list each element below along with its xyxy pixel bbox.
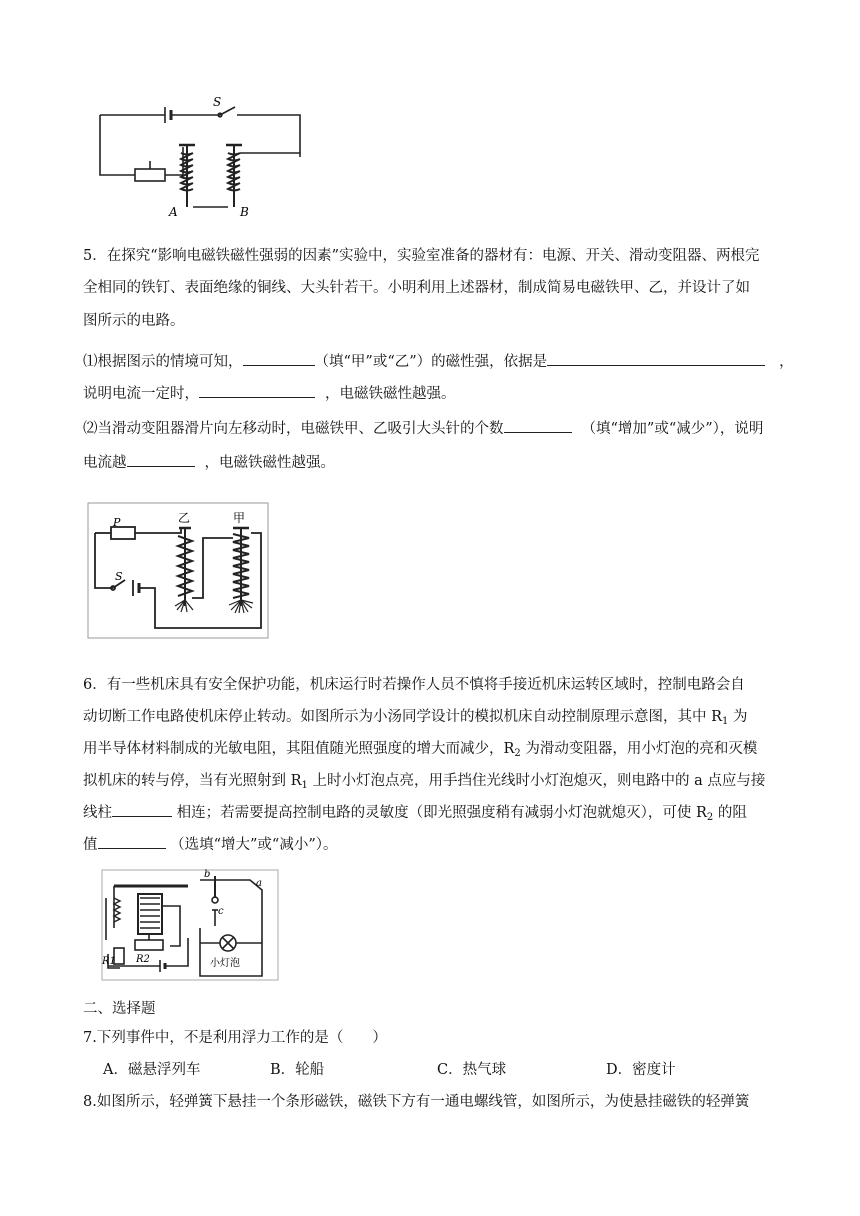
switch-s-label: S <box>115 570 123 583</box>
answer-blank <box>504 418 572 433</box>
q8-stem: 8.如图所示，轻弹簧下悬挂一个条形磁铁，磁铁下方有一通电螺线管，如图所示，为使悬挂磁铁的轻弹簧 <box>83 1094 750 1110</box>
q6-line-1: 6．有一些机床具有安全保护功能，机床运行时若操作人员不慎将手接近机床运转区域时，控制电路会自 <box>83 677 745 693</box>
figure-electromagnet-circuit-jia-yi <box>83 488 273 643</box>
q6-line-6: 值 （选填“增大”或“减小”）。 <box>83 833 338 854</box>
q5-line-2: 全相同的铁钉、表面绝缘的铜线、大头针若干。小明利用上述器材，制成简易电磁铁甲、乙，并设计了如 <box>83 280 750 296</box>
section-title: 二、选择题 <box>83 1001 156 1017</box>
q6-line-3: 用半导体材料制成的光敏电阻，其阻值随光照强度的增大而减少，$R_2$ 为滑动变阻器，用小灯泡的亮和灭模 <box>83 741 758 759</box>
terminal-a-label: a <box>256 878 262 889</box>
q7-option-a[interactable]: A．磁悬浮列车 <box>103 1062 201 1078</box>
r2-label: R2 <box>136 954 150 965</box>
electromagnet-yi-label: 乙 <box>178 511 191 525</box>
answer-blank <box>127 452 195 467</box>
terminal-c-label: c <box>218 906 224 917</box>
answer-blank <box>243 351 315 366</box>
q6-line-5: 线柱 相连；若需要提高控制电路的灵敏度（即光照强度稍有减弱小灯泡就熄灭），可使 $R_2$ 的阻 <box>83 801 747 823</box>
slider-p-label: P <box>113 516 121 529</box>
answer-blank <box>199 383 315 398</box>
r1-label: R1 <box>102 956 116 967</box>
q7-stem: 7.下列事件中，不是利用浮力工作的是（ ） <box>83 1030 387 1046</box>
q7-option-c[interactable]: C．热气球 <box>437 1062 507 1078</box>
q7-option-b[interactable]: B．轮船 <box>270 1062 325 1078</box>
terminal-b-label: b <box>204 869 211 880</box>
electromagnet-jia-label: 甲 <box>233 511 246 525</box>
answer-blank <box>112 802 172 817</box>
q6-line-2: 动切断工作电路使机床停止转动。如图所示为小汤同学设计的模拟机床自动控制原理示意图，其中 $R_1$ 为 <box>83 709 748 727</box>
answer-blank <box>547 351 765 366</box>
q5-part1-line-1: ⑴根据图示的情境可知， （填“甲”或“乙”）的磁性强，依据是 ， <box>83 350 794 371</box>
switch-label: S <box>213 95 222 109</box>
q5-line-3: 图所示的电路。 <box>83 313 185 329</box>
q7-option-d[interactable]: D．密度计 <box>606 1062 676 1078</box>
figure-relay-control-circuit <box>100 868 280 983</box>
q5-part2-line-1: ⑵当滑动变阻器滑片向左移动时，电磁铁甲、乙吸引大头针的个数 （填“增加”或“减少”），说明 <box>83 417 763 438</box>
nail-b-label: B <box>240 205 249 219</box>
figure-electromagnet-circuit-ab <box>95 95 310 220</box>
answer-blank <box>98 834 166 849</box>
q5-part2-line-2: 电流越 ，电磁铁磁性越强。 <box>83 451 335 472</box>
q6-line-4: 拟机床的转与停，当有光照射到 $R_1$ 上时小灯泡点亮，用手挡住光线时小灯泡熄灭，则电路中的 a 点应与接 <box>83 773 766 791</box>
lamp-label: 小灯泡 <box>210 958 240 969</box>
q5-line-1: 5．在探究“影响电磁铁磁性强弱的因素”实验中，实验室准备的器材有：电源、开关、滑动变阻器、两根完 <box>83 248 760 264</box>
q5-part1-line-2: 说明电流一定时， ，电磁铁磁性越强。 <box>83 382 456 403</box>
nail-a-label: A <box>169 205 178 219</box>
